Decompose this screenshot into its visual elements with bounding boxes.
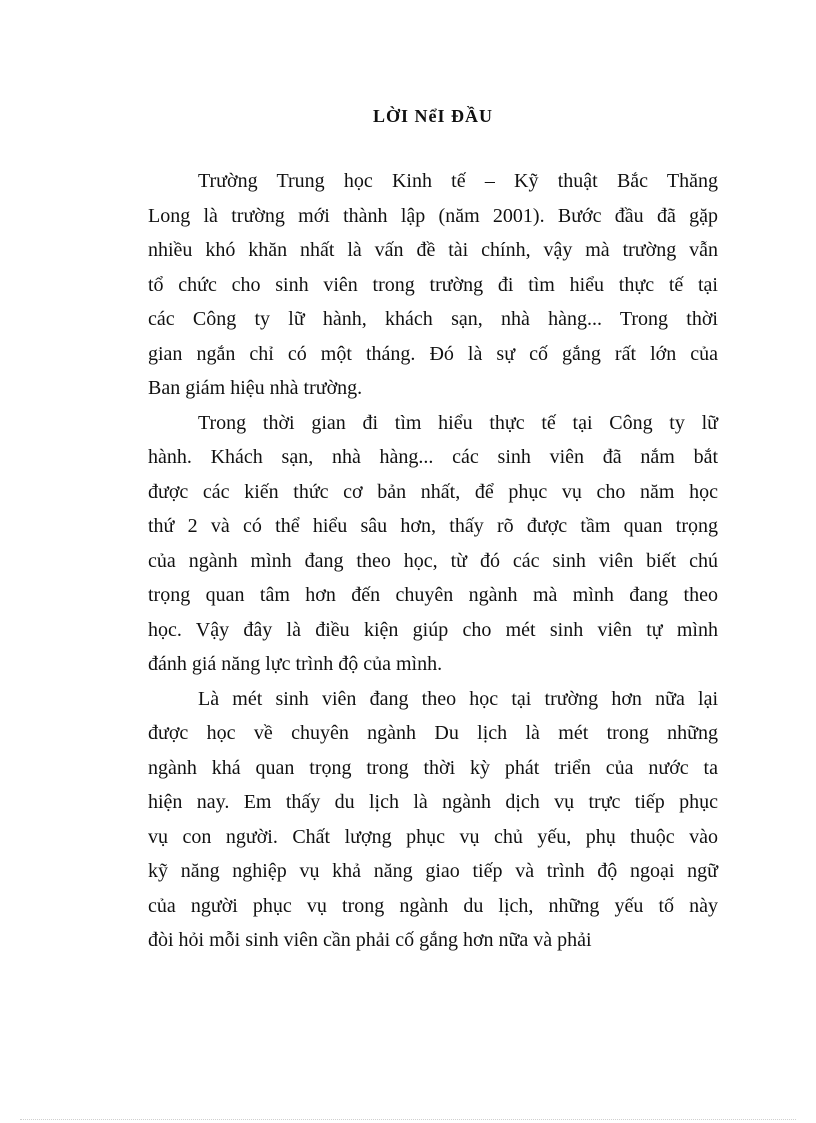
text-line: của người phục vụ trong ngành du lịch, những yếu tố này — [148, 894, 718, 917]
paragraph-3 — [148, 682, 718, 958]
text-line: trọng quan tâm hơn đến chuyên ngành mà mình đang theo — [148, 584, 718, 606]
text-line: kỹ năng nghiệp vụ khả năng giao tiếp và trình độ ngoại ngữ — [148, 860, 718, 882]
text-line: các Công ty lữ hành, khách sạn, nhà hàng... Trong thời — [148, 308, 718, 330]
text-line: vụ con người. Chất lượng phục vụ chủ yếu, phụ thuộc vào — [148, 825, 718, 848]
text-line: của ngành mình đang theo học, từ đó các sinh viên biết chú — [148, 549, 718, 572]
text-line: học. Vậy đây là điều kiện giúp cho mét sinh viên tự mình — [148, 618, 718, 641]
text-line: được các kiến thức cơ bản nhất, để phục vụ cho năm học — [148, 480, 718, 503]
text-line: Ban giám hiệu nhà trường. — [148, 377, 363, 399]
text-line: Trường Trung học Kinh tế – Kỹ thuật Bắc Thăng — [198, 170, 718, 192]
text-line: tổ chức cho sinh viên trong trường đi tìm hiểu thực tế tại — [148, 273, 718, 296]
text-line: nhiều khó khăn nhất là vấn đề tài chính, vậy mà trường vẫn — [148, 239, 718, 261]
page-bottom-divider — [20, 1119, 796, 1120]
document-title: LỜI NểI ĐẦU — [372, 106, 493, 126]
text-line: Là mét sinh viên đang theo học tại trường hơn nữa lại — [198, 687, 718, 710]
text-line: hiện nay. Em thấy du lịch là ngành dịch vụ trực tiếp phục — [148, 791, 718, 813]
paragraph-1 — [148, 164, 718, 406]
text-line: gian ngắn chỉ có một tháng. Đó là sự cố gắng rất lớn của — [148, 342, 718, 365]
text-line: thứ 2 và có thể hiểu sâu hơn, thấy rõ được tầm quan trọng — [148, 515, 718, 537]
paragraph-2 — [148, 406, 718, 682]
text-line: Long là trường mới thành lập (năm 2001). Bước đầu đã gặp — [148, 204, 718, 227]
text-line: hành. Khách sạn, nhà hàng... các sinh viên đã nắm bắt — [148, 446, 718, 468]
text-line: Trong thời gian đi tìm hiểu thực tế tại Công ty lữ — [198, 411, 718, 434]
text-line: đánh giá năng lực trình độ của mình. — [148, 653, 443, 675]
text-line: ngành khá quan trọng trong thời kỳ phát triển của nước ta — [148, 756, 718, 779]
document-body — [148, 164, 718, 958]
text-line: đòi hỏi mỗi sinh viên cần phải cố gắng hơn nữa và phải — [148, 929, 592, 951]
text-line: được học về chuyên ngành Du lịch là mét trong những — [148, 722, 718, 744]
